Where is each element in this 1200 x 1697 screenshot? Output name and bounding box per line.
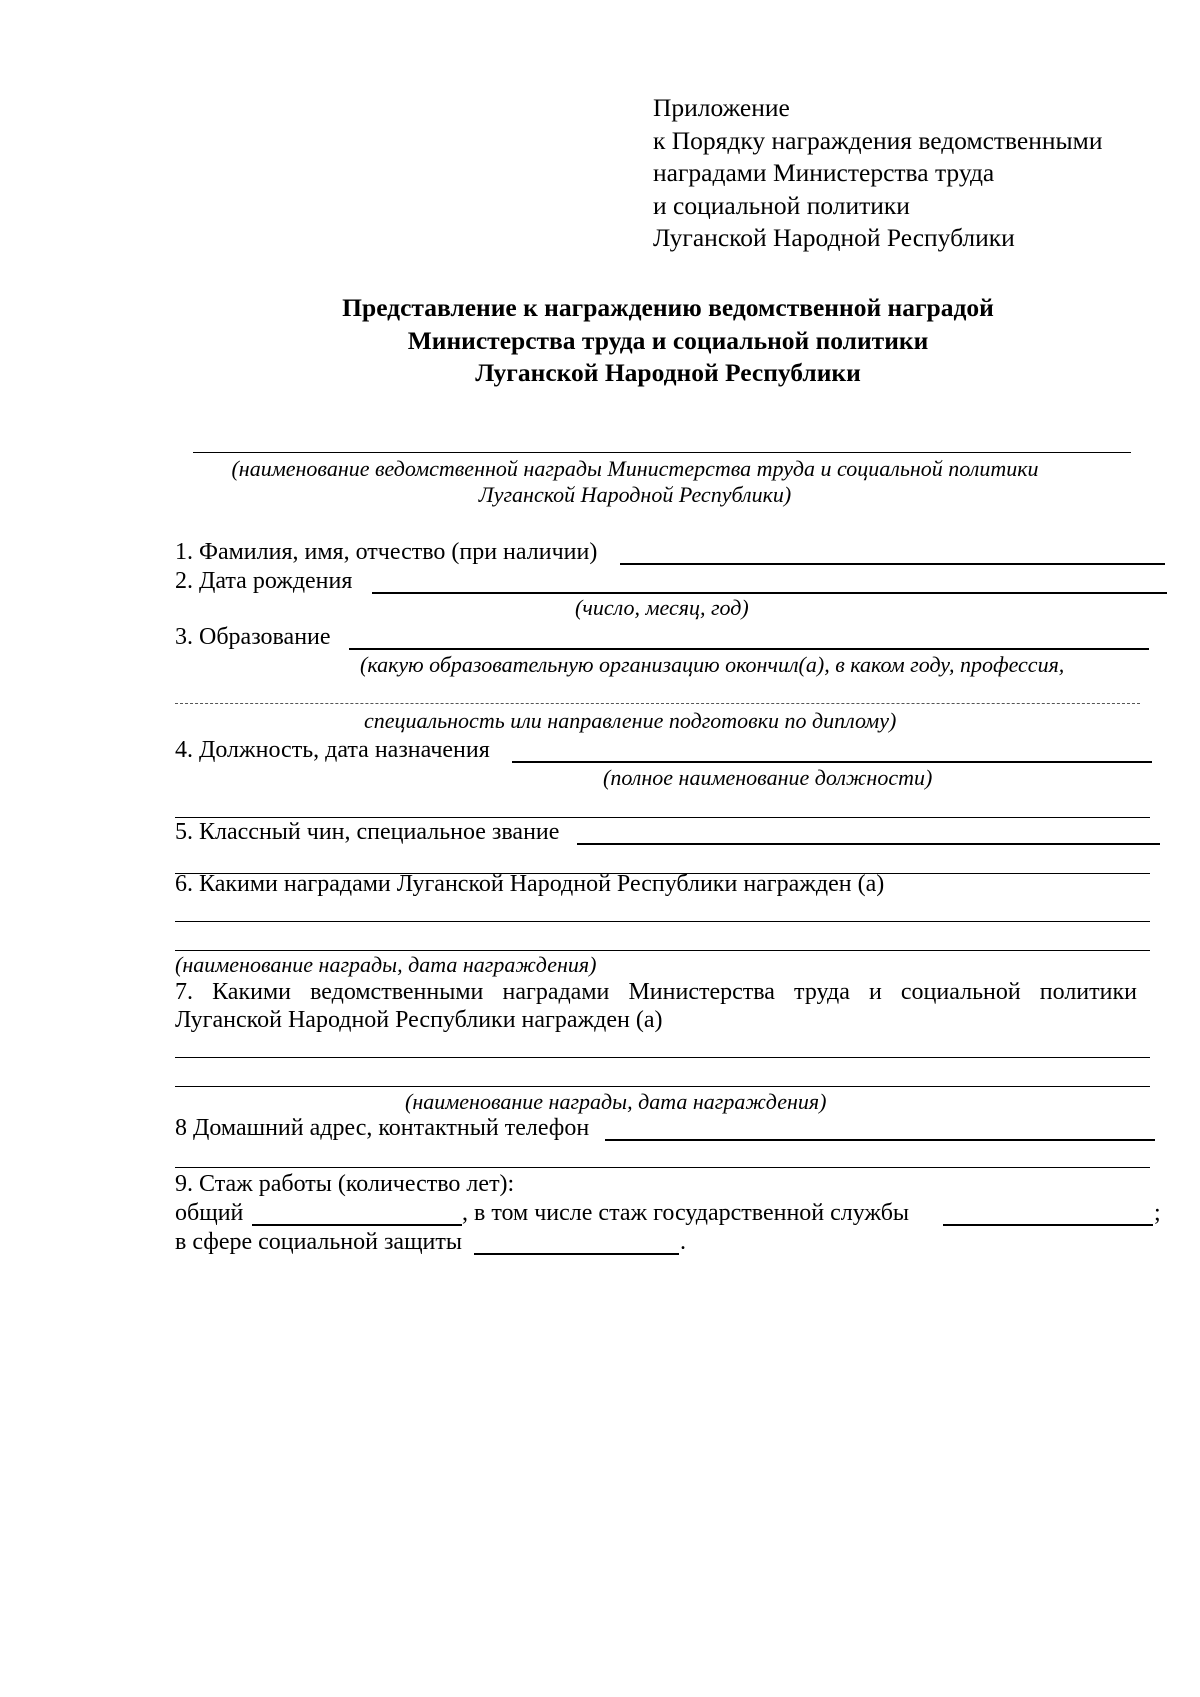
full-name-field[interactable] xyxy=(620,563,1165,565)
field-address-label: 8 Домашний адрес, контактный телефон xyxy=(175,1115,590,1141)
education-field-line2[interactable] xyxy=(175,703,1140,704)
address-phone-field[interactable] xyxy=(605,1139,1155,1141)
title-line: Представление к награждению ведомственной наградой xyxy=(342,293,994,322)
experience-state-service-field[interactable] xyxy=(943,1224,1153,1226)
birth-date-field[interactable] xyxy=(372,592,1167,594)
award-caption-line: Луганской Народной Республики) xyxy=(478,482,792,507)
lnr-awards-field[interactable] xyxy=(175,921,1150,922)
position-caption: (полное наименование должности) xyxy=(603,765,933,790)
address-phone-field-line2[interactable] xyxy=(175,1167,1150,1168)
field-birth-date-label: 2. Дата рождения xyxy=(175,568,353,594)
title-line: Луганской Народной Республики xyxy=(475,358,861,387)
document-title xyxy=(0,292,1200,390)
field-ministry-awards-label-line2: Луганской Народной Республики награжден (а) xyxy=(175,1007,663,1033)
field-lnr-awards-label: 6. Какими наградами Луганской Народной Республики награжден (а) xyxy=(175,871,885,897)
education-field[interactable] xyxy=(349,648,1149,650)
award-name-line[interactable] xyxy=(193,452,1131,453)
appendix-line: и социальной политики xyxy=(653,190,910,220)
education-caption: специальность или направление подготовки по диплому) xyxy=(364,708,897,733)
experience-social-field[interactable] xyxy=(474,1253,679,1255)
field-education-label: 3. Образование xyxy=(175,624,331,650)
experience-end-period: . xyxy=(680,1229,686,1255)
experience-social-label: в сфере социальной защиты xyxy=(175,1229,463,1255)
experience-state-service-label: , в том числе стаж государственной службы xyxy=(462,1200,910,1226)
field-full-name-label: 1. Фамилия, имя, отчество (при наличии) xyxy=(175,539,598,565)
birth-date-caption: (число, месяц, год) xyxy=(575,595,749,620)
ministry-awards-field[interactable] xyxy=(175,1057,1150,1058)
appendix-block xyxy=(653,92,1102,255)
field-experience-label: 9. Стаж работы (количество лет): xyxy=(175,1171,515,1197)
rank-field[interactable] xyxy=(577,843,1160,845)
lnr-awards-field-line2[interactable] xyxy=(175,950,1150,951)
title-line: Министерства труда и социальной политики xyxy=(407,325,929,355)
appendix-line: Луганской Народной Республики xyxy=(653,223,1015,252)
appendix-line: к Порядку награждения ведомственными xyxy=(653,125,1103,155)
award-caption-line: (наименование ведомственной награды Министерства труда и социальной политики xyxy=(231,456,1039,481)
experience-total-field[interactable] xyxy=(252,1224,462,1226)
field-position-label: 4. Должность, дата назначения xyxy=(175,737,490,763)
position-field[interactable] xyxy=(512,761,1152,763)
appendix-line: Приложение xyxy=(653,93,790,122)
appendix-line: наградами Министерства труда xyxy=(653,158,995,187)
field-ministry-awards-label: 7. Какими ведомственными наградами Министерства труда и социальной политики xyxy=(175,979,1137,1005)
lnr-awards-caption: (наименование награды, дата награждения) xyxy=(175,952,597,977)
ministry-awards-caption: (наименование награды, дата награждения) xyxy=(405,1089,827,1114)
ministry-awards-field-line2[interactable] xyxy=(175,1086,1150,1087)
experience-total-label: общий xyxy=(175,1200,244,1226)
education-caption: (какую образовательную организацию окончил(а), в каком году, профессия, xyxy=(360,652,1065,677)
field-rank-label: 5. Классный чин, специальное звание xyxy=(175,819,560,845)
experience-semicolon: ; xyxy=(1154,1200,1161,1226)
